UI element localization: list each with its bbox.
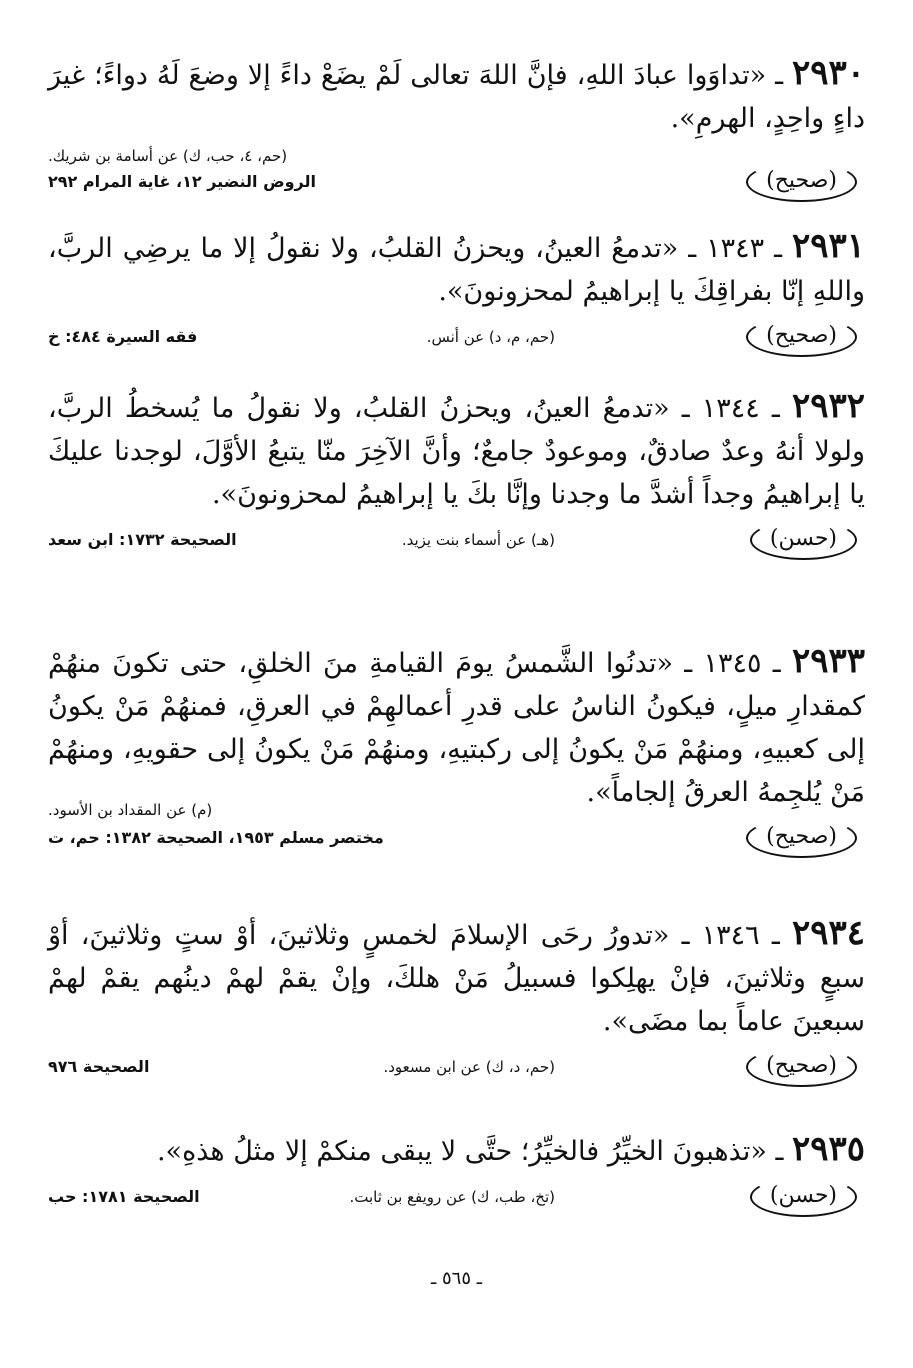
hadith-meta (48, 317, 865, 357)
hadith-entry (48, 52, 865, 202)
hadith-text-block (48, 912, 865, 1043)
hadith-references: مختصر مسلم ١٩٥٣، الصحيحة ١٣٨٢: حم، ت (48, 828, 384, 847)
hadith-grade: (حسن) (750, 520, 857, 560)
hadith-grade: (صحيح) (746, 818, 857, 858)
hadith-number: ٢٩٣٠ (791, 53, 865, 93)
hadith-references: الصحيحة ١٧٣٢: ابن سعد (48, 530, 237, 549)
hadith-meta (48, 1047, 865, 1087)
hadith-text-block (48, 1128, 865, 1173)
hadith-references: الصحيحة ٩٧٦ (48, 1057, 150, 1076)
hadith-text: ـ ١٣٤٥ ـ «تدنُوا الشَّمسُ يومَ القيامةِ منَ الخلقِ، حتى تكونَ منهُمْ كمقدارِ ميلٍ، فيكونُ الناسُ على قدرِ أعمالهِمْ في العرقِ، فمنهُمْ مَنْ يكونُ إلى كعبيهِ، ومنهُمْ مَنْ يكونُ إلى ركبتيهِ، ومنهُمْ مَنْ يكونُ إلى حقويهِ، ومنهُمْ مَنْ يُلجِمهُ العرقُ إلجاماً». (48, 648, 865, 808)
hadith-source: (حم، د، ك) عن ابن مسعود. (383, 1058, 555, 1076)
hadith-source: (م) عن المقداد بن الأسود. (48, 801, 213, 819)
page-number: ـ ٥٦٥ ـ (430, 1268, 482, 1289)
hadith-source: (تخ، طب، ك) عن رويفع بن ثابت. (349, 1188, 555, 1206)
hadith-entry (48, 640, 865, 858)
hadith-entry (48, 912, 865, 1087)
hadith-number: ٢٩٣١ (791, 226, 866, 266)
hadith-references: الروض النضير ١٢، غاية المرام ٢٩٢ (48, 172, 316, 191)
hadith-text-block (48, 640, 865, 814)
hadith-text-block (48, 385, 865, 516)
hadith-text: ـ «تذهبونَ الخيِّرُ فالخيِّرُ؛ حتَّى لا يبقى منكمْ إلا مثلُ هذهِ». (156, 1136, 792, 1167)
hadith-text: ـ ١٣٤٣ ـ «تدمعُ العينُ، ويحزنُ القلبُ، ولا نقولُ إلا ما يرضِي الربَّ، واللهِ إنّا بفراقِكَ يا إبراهيمُ لمحزونونَ». (48, 233, 865, 307)
hadith-text: ـ «تداوَوا عبادَ اللهِ، فإنَّ اللهَ تعالى لَمْ يضَعْ داءً إلا وضعَ لَهُ دواءً؛ غيرَ داءٍ واحِدٍ، الهرمِ». (48, 60, 865, 134)
hadith-source: (حم، ٤، حب، ك) عن أسامة بن شريك. (48, 147, 288, 165)
hadith-grade: (صحيح) (746, 1047, 857, 1087)
hadith-meta (48, 818, 865, 858)
hadith-number: ٢٩٣٢ (791, 386, 865, 426)
hadith-number: ٢٩٣٣ (791, 641, 865, 681)
hadith-source: (حم، م، د) عن أنس. (426, 328, 555, 346)
hadith-number: ٢٩٣٥ (791, 1129, 865, 1169)
hadith-entry (48, 225, 865, 357)
hadith-references: الصحيحة ١٧٨١: حب (48, 1187, 200, 1206)
hadith-grade: (صحيح) (746, 317, 857, 357)
hadith-text-block (48, 225, 865, 313)
hadith-meta (48, 144, 865, 202)
hadith-entry (48, 385, 865, 560)
hadith-references: فقه السيرة ٤٨٤: خ (48, 327, 198, 346)
hadith-number: ٢٩٣٤ (791, 913, 865, 953)
hadith-grade: (حسن) (750, 1177, 857, 1217)
hadith-grade: (صحيح) (746, 162, 857, 202)
hadith-meta (48, 1177, 865, 1217)
hadith-entry (48, 1128, 865, 1217)
hadith-text: ـ ١٣٤٤ ـ «تدمعُ العينُ، ويحزنُ القلبُ، ولا نقولُ ما يُسخطُ الربَّ، ولولا أنهُ وعدٌ صادقٌ، وموعودٌ جامعٌ؛ وأنَّ الآخِرَ منّا يتبعُ الأوَّلَ، لوجدنا عليكَ يا إبراهيمُ وجداً أشدَّ ما وجدنا وإنَّا بكَ يا إبراهيمُ لمحزونونَ». (48, 393, 865, 510)
hadith-text: ـ ١٣٤٦ ـ «تدورُ رحَى الإسلامَ لخمسٍ وثلاثينَ، أوْ ستٍ وثلاثينَ، أوْ سبعٍ وثلاثينَ، فإنْ يهلِكوا فسبيلُ مَنْ هلكَ، وإنْ يقمْ لهمْ دينُهم يقمْ لهمْ سبعينَ عاماً بما مضَى». (48, 920, 865, 1037)
hadith-meta (48, 520, 865, 560)
hadith-source: (هـ) عن أسماء بنت يزيد. (401, 531, 555, 549)
hadith-text-block (48, 52, 865, 140)
